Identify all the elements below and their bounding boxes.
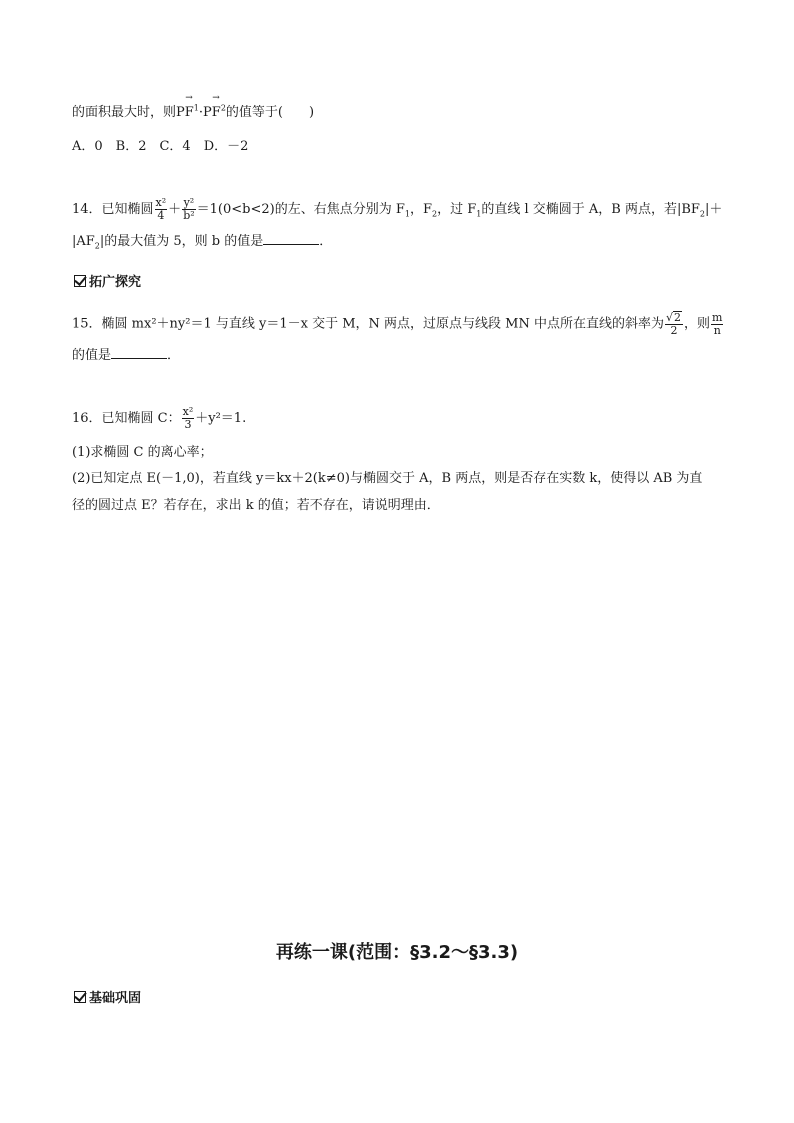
q16-text: 16．已知椭圆 C： <box>72 411 181 426</box>
checkbox-icon <box>74 275 86 287</box>
vector-pf2: → $PF^2$ <box>203 103 226 123</box>
q13-stem-tail <box>72 103 314 123</box>
q15-stem: 15．椭圆 mx²＋ny²＝1 与直线 y＝1－x 交于 M，N 两点，过原点与线段 MN 中点所在直线的斜率为 $\frac{√2}{2}$ ，则 $\frac{m}{n}$ <box>72 310 723 337</box>
q16-part1: (1)求椭圆 C 的离心率； <box>72 445 213 460</box>
q15-text: 15．椭圆 mx²＋ny²＝1 与直线 y＝1－x 交于 M，N 两点，过原点与线段 MN 中点所在直线的斜率为 <box>72 316 664 332</box>
q13-text: 的面积最大时，则 <box>72 105 177 120</box>
fraction-x2-over-4: $\frac{\text{x²}}{4}$ <box>155 196 167 222</box>
fraction-y2-over-b2: $\frac{\text{y²}}{\text{b²}}$ <box>183 196 195 222</box>
answer-blank <box>263 232 319 245</box>
section-label: 基础巩固 <box>89 991 142 1006</box>
fraction-m-over-n: $\frac{m}{n}$ <box>712 310 723 337</box>
q16-part2-line1: (2)已知定点 E(－1,0)，若直线 y＝kx＋2(k≠0)与椭圆交于 A，B 两点，则是否存在实数 k，使得以 AB 为直 <box>72 471 703 486</box>
fraction-x2-over-3: $\frac{\text{x²}}{3}$ <box>182 405 194 431</box>
q13-options: A．0 B．2 C．4 D．－2 <box>72 139 249 154</box>
vector-pf1: → $PF^1$ <box>176 103 199 123</box>
answer-blank <box>111 346 167 359</box>
q14-stem: 14．已知椭圆 $\frac{\text{x²}}{4}$ ＋ $\frac{\text{y²}}{\text{b²}}$ ＝1(0<b<2)的左、右焦点分别为 $F_1$，$F_2$，过 $F_1$的直线 l 交椭圆于 A，B 两点，若$|BF_2|+$ <box>72 196 723 222</box>
chapter-title: 再练一课(范围：§3.2～§3.3) <box>275 942 519 963</box>
q16-part2-line2: 径的圆过点 E？若存在，求出 k 的值；若不存在，请说明理由． <box>72 498 440 513</box>
section-heading-extension <box>74 271 141 290</box>
q16-stem: 16．已知椭圆 C： $\frac{\text{x²}}{3}$ ＋y²＝1. <box>72 405 247 431</box>
q14-number: 14．已知椭圆 <box>72 202 154 217</box>
section-heading-basics <box>74 987 141 1006</box>
q15-stem-line2: 的值是 ． <box>72 348 181 363</box>
fraction-sqrt2-over-2: $\frac{√2}{2}$ <box>666 311 682 337</box>
q14-stem-line2: $|AF_2|$的最大值为 5，则 b 的值是 ． <box>72 234 333 251</box>
section-label: 拓广探究 <box>89 275 142 290</box>
dot-operator: · <box>198 105 204 120</box>
checkbox-icon <box>74 991 86 1003</box>
q13-text-end: 的值等于( ) <box>225 105 315 120</box>
